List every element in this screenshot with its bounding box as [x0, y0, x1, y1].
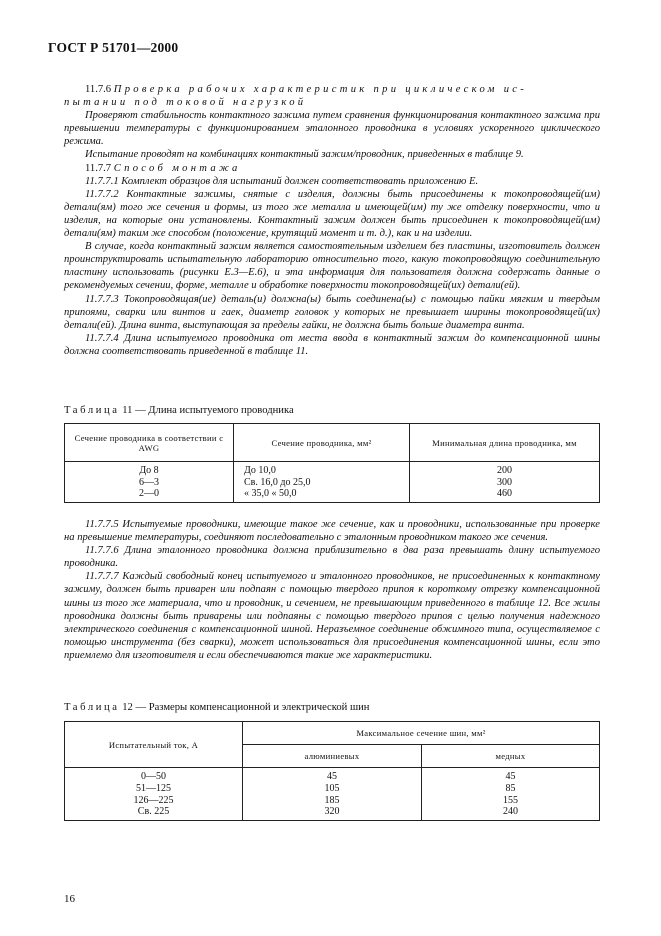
- table-row-section: « 35,0 « 50,0: [234, 488, 410, 502]
- table12-caption: Таблица 12 — Размеры компенсационной и электрической шин: [64, 702, 370, 713]
- table-row-aluminium: 105: [243, 782, 422, 794]
- table-row-length: 200: [410, 462, 600, 477]
- table-row-awg: До 8: [65, 462, 234, 477]
- paragraph-11775: 11.7.7.5 Испытуемые проводники, имеющие такое же сечение, как и проводники, использованные при проверке на превышение температуры, соединяют последовательно с эталонным проводником такого же сечения.: [64, 519, 600, 544]
- table-row-awg: 6—3: [65, 476, 234, 488]
- table12-header-max-section: Максимальное сечение шин, мм²: [243, 722, 600, 745]
- table-row-aluminium: 45: [243, 768, 422, 783]
- table11-caption: Таблица 11 — Длина испытуемого проводника: [64, 405, 294, 416]
- table-12: [64, 721, 600, 821]
- table-row-copper: 240: [422, 806, 600, 820]
- section-1176-title-line1: [64, 83, 600, 96]
- table-11: [64, 423, 600, 503]
- section-1176-para2: Испытание проводят на комбинациях контактный зажим/проводник, приведенных в таблице 9.: [85, 149, 524, 161]
- table11-header-length: Минимальная длина проводника, мм: [410, 424, 600, 462]
- section-1177-heading: 11.7.7 Способ монтажа: [85, 162, 241, 174]
- table-row-section: Св. 16,0 до 25,0: [234, 476, 410, 488]
- table12-header-current: Испытательный ток, А: [65, 722, 243, 768]
- table-row-aluminium: 185: [243, 794, 422, 806]
- table-row-current: 126—225: [65, 794, 243, 806]
- table-row-copper: 85: [422, 782, 600, 794]
- table-row-current: 0—50: [65, 768, 243, 783]
- table12-header-copper: медных: [422, 745, 600, 768]
- section-1176-title: Проверка рабочих характеристик при циклическом ис-: [113, 84, 528, 95]
- table-row-current: 51—125: [65, 782, 243, 794]
- paragraph-11777: 11.7.7.7 Каждый свободный конец испытуемого и эталонного проводников, не присоединенных к контактному зажиму, должен быть приварен или подпаян с помощью твердого припоя к короткому отрезку компенсационной шины из того же материала, что и проводник, и сечением, не превышающим приведенного в таблице 12. Все жилы проводника должны быть приварены или подпаяны с помощью твердого припоя с целью получения надежного электрического соединения с компенсационной шиной. Неразъемное соединение обжимного типа, осуществляемое с помощью инструмента (без сварки), может использоваться для присоединения компенсационной шины, если это приемлемо для изготовителя и если обеспечиваются такие же характеристики.: [64, 571, 600, 661]
- table-row-current: Св. 225: [65, 806, 243, 820]
- table-row-length: 300: [410, 476, 600, 488]
- section-1176-para1: Проверяют стабильность контактного зажима путем сравнения функционирования контактного зажима при превышении температуры с функционированием эталонного проводника в условиях ускоренного циклического режима.: [64, 110, 600, 148]
- section-1176-title-line2: пытании под токовой нагрузкой: [64, 97, 307, 109]
- paragraph-11771: 11.7.7.1 Комплект образцов для испытаний должен соответствовать приложению Е.: [85, 175, 479, 187]
- section-1176-number: 11.7.6: [85, 84, 112, 95]
- paragraph-11773: 11.7.7.3 Токопроводящая(ие) деталь(и) должна(ы) быть соединена(ы) с помощью пайки мягким и твердым припоями, сварки или винтов и гаек, диаметр головок у которых не превышает ширины токопроводящей(их) детали(ей). Длина винта, выступающая за пределы гайки, не должна быть больше диаметра винта.: [64, 293, 600, 331]
- page-number: 16: [64, 893, 75, 905]
- table12-header-aluminium: алюминиевых: [243, 745, 422, 768]
- table-row-length: 460: [410, 488, 600, 502]
- paragraph-11772-cont: В случае, когда контактный зажим является самостоятельным изделием без пластины, изготовитель должен проинструктировать испытательную лабораторию относительно того, какую токопроводящую соединительную пластину использовать (рисунки Е.3—Е.6), и эта информация для пользователя должна содержать данные о рекомендуемых сечении, форме, металле и обработке поверхности токопроводящей(их) детали(ей).: [64, 241, 600, 292]
- paragraph-11772: 11.7.7.2 Контактные зажимы, снятые с изделия, должны быть присоединены к токопроводящей(им) детали(ям) того же сечения и формы, из того же металла и имеющей(им) ту же отделку поверхности, что и изделия, на которые они установлены. Контактный зажим должен быть присоединен к токопроводящей(им) детали(ям) таким же способом (положение, крутящий момент и т. д.), как и на изделии.: [64, 188, 600, 240]
- text-block-upper: [64, 83, 600, 358]
- table-row-copper: 155: [422, 794, 600, 806]
- table-row-awg: 2—0: [65, 488, 234, 502]
- text-block-lower: [64, 518, 600, 662]
- paragraph-11774: 11.7.7.4 Длина испытуемого проводника от места ввода в контактный зажим до компенсационной шины должна соответствовать приведенной в таблице 11.: [64, 332, 600, 357]
- table11-header-awg: Сечение проводника в соответствии с AWG: [65, 424, 234, 462]
- table-row-aluminium: 320: [243, 806, 422, 820]
- paragraph-11776: 11.7.7.6 Длина эталонного проводника должна приблизительно в два раза превышать длину испытуемого проводника.: [64, 545, 600, 570]
- table11-header-section: Сечение проводника, мм²: [234, 424, 410, 462]
- table-row-copper: 45: [422, 768, 600, 783]
- table-row-section: До 10,0: [234, 462, 410, 477]
- document-header: ГОСТ Р 51701—2000: [48, 40, 179, 55]
